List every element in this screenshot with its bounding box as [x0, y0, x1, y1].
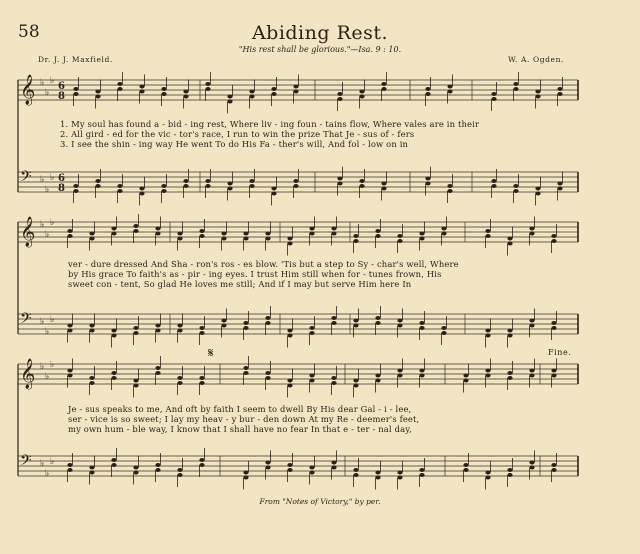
note-head	[155, 463, 160, 467]
note-head	[199, 463, 204, 467]
note-head	[535, 187, 540, 191]
note-head	[155, 324, 160, 328]
note-head	[73, 87, 78, 91]
note-head	[133, 224, 138, 228]
flat-sign: ♭	[50, 360, 55, 370]
note-head	[359, 90, 364, 94]
note-head	[529, 324, 534, 328]
note-head	[463, 463, 468, 467]
note-head	[529, 227, 534, 231]
note-head	[337, 177, 342, 181]
note-head	[463, 374, 468, 378]
note-head	[353, 234, 358, 238]
note-head	[133, 466, 138, 470]
note-head	[309, 374, 314, 378]
note-head	[529, 369, 534, 373]
note-head	[155, 371, 160, 375]
note-head	[133, 229, 138, 233]
note-head	[117, 184, 122, 188]
note-head	[243, 232, 248, 236]
note-head	[557, 182, 562, 186]
note-head	[485, 234, 490, 238]
note-head	[419, 374, 424, 378]
note-head	[287, 334, 292, 338]
note-head	[375, 229, 380, 233]
note-head	[419, 321, 424, 325]
note-head	[155, 366, 160, 370]
scripture-epigraph: "His rest shall be glorious."—Isa. 9 : 10.	[238, 45, 402, 54]
note-head	[177, 376, 182, 380]
flat-sign: ♭	[45, 185, 50, 195]
note-head	[221, 237, 226, 241]
note-head	[551, 369, 556, 373]
note-head	[111, 371, 116, 375]
note-head	[227, 182, 232, 186]
note-head	[271, 187, 276, 191]
note-head	[139, 192, 144, 196]
note-head	[353, 468, 358, 472]
note-head	[375, 476, 380, 480]
note-head	[529, 461, 534, 465]
note-head	[529, 232, 534, 236]
note-head	[95, 184, 100, 188]
note-head	[309, 232, 314, 236]
note-head	[551, 321, 556, 325]
note-head	[249, 90, 254, 94]
flat-sign: ♭	[45, 469, 50, 479]
note-head	[485, 471, 490, 475]
note-head	[227, 95, 232, 99]
note-head	[419, 468, 424, 472]
note-head	[265, 321, 270, 325]
note-head	[353, 473, 358, 477]
note-head	[183, 90, 188, 94]
note-head	[551, 326, 556, 330]
note-head	[205, 179, 210, 183]
lyric-line: by His grace To faith's as - pir - ing eyes. I trust Him still when for - tunes frown, His	[68, 269, 442, 279]
note-head	[265, 316, 270, 320]
note-head	[139, 85, 144, 89]
note-head	[89, 324, 94, 328]
note-head	[265, 232, 270, 236]
note-head	[271, 92, 276, 96]
note-head	[89, 466, 94, 470]
note-head	[331, 466, 336, 470]
note-head	[199, 326, 204, 330]
note-head	[183, 95, 188, 99]
note-head	[243, 371, 248, 375]
note-head	[507, 371, 512, 375]
note-head	[271, 192, 276, 196]
lyricist-credit: Dr. J. J. Maxfield.	[38, 55, 113, 64]
note-head	[529, 466, 534, 470]
note-head	[529, 374, 534, 378]
note-head	[353, 324, 358, 328]
time-signature-top: 6	[58, 173, 65, 184]
bass-clef: 𝄢	[20, 452, 32, 473]
note-head	[441, 232, 446, 236]
note-head	[111, 227, 116, 231]
note-head	[111, 329, 116, 333]
note-head	[491, 184, 496, 188]
note-head	[89, 471, 94, 475]
note-head	[309, 326, 314, 330]
note-head	[447, 85, 452, 89]
note-head	[359, 179, 364, 183]
note-head	[551, 463, 556, 467]
note-head	[375, 316, 380, 320]
note-head	[177, 468, 182, 472]
note-head	[353, 319, 358, 323]
note-head	[331, 232, 336, 236]
note-head	[397, 324, 402, 328]
note-head	[117, 82, 122, 86]
note-head	[529, 319, 534, 323]
note-head	[73, 92, 78, 96]
note-head	[381, 182, 386, 186]
note-head	[507, 242, 512, 246]
treble-clef: 𝄞	[20, 359, 36, 389]
bass-clef: 𝄢	[20, 310, 32, 331]
note-head	[287, 329, 292, 333]
note-head	[221, 232, 226, 236]
note-head	[117, 87, 122, 91]
note-head	[89, 329, 94, 333]
note-head	[155, 232, 160, 236]
note-head	[331, 321, 336, 325]
note-head	[397, 234, 402, 238]
note-head	[95, 90, 100, 94]
lyric-line: Je - sus speaks to me, And oft by faith I seem to dwell By His dear Gal - i - lee,	[68, 404, 412, 414]
note-head	[425, 177, 430, 181]
note-head	[441, 326, 446, 330]
note-head	[419, 237, 424, 241]
flat-sign: ♭	[40, 459, 45, 469]
note-head	[507, 376, 512, 380]
note-head	[485, 476, 490, 480]
note-head	[309, 331, 314, 335]
note-head	[221, 324, 226, 328]
note-head	[337, 182, 342, 186]
note-head	[287, 468, 292, 472]
note-head	[161, 87, 166, 91]
note-head	[331, 227, 336, 231]
segno-sign: 𝄋	[208, 346, 214, 361]
note-head	[507, 329, 512, 333]
note-head	[67, 229, 72, 233]
note-head	[287, 379, 292, 383]
note-head	[397, 476, 402, 480]
note-head	[133, 331, 138, 335]
note-head	[397, 239, 402, 243]
note-head	[375, 321, 380, 325]
note-head	[331, 316, 336, 320]
note-head	[89, 232, 94, 236]
note-head	[117, 189, 122, 193]
flat-sign: ♭	[45, 88, 50, 98]
note-head	[293, 85, 298, 89]
note-head	[485, 369, 490, 373]
note-head	[309, 471, 314, 475]
note-head	[67, 374, 72, 378]
note-head	[287, 237, 292, 241]
note-head	[381, 87, 386, 91]
note-head	[161, 189, 166, 193]
note-head	[309, 466, 314, 470]
time-signature-bottom: 8	[58, 183, 65, 194]
note-head	[183, 184, 188, 188]
note-head	[133, 379, 138, 383]
flat-sign: ♭	[45, 372, 50, 382]
note-head	[397, 471, 402, 475]
flat-sign: ♭	[50, 173, 55, 183]
note-head	[73, 184, 78, 188]
note-head	[67, 369, 72, 373]
flat-sign: ♭	[40, 220, 45, 230]
note-head	[139, 187, 144, 191]
note-head	[243, 366, 248, 370]
note-head	[375, 234, 380, 238]
note-head	[199, 234, 204, 238]
note-head	[111, 463, 116, 467]
note-head	[177, 232, 182, 236]
note-head	[249, 184, 254, 188]
note-head	[535, 95, 540, 99]
note-head	[463, 468, 468, 472]
note-head	[337, 97, 342, 101]
bass-clef: 𝄢	[20, 168, 32, 189]
note-head	[133, 471, 138, 475]
lyric-line: ser - vice is so sweet; I lay my heav - y bur - den down At my Re - deemer's feet,	[68, 414, 420, 424]
note-head	[161, 92, 166, 96]
note-head	[205, 87, 210, 91]
note-head	[535, 192, 540, 196]
note-head	[513, 184, 518, 188]
note-head	[227, 100, 232, 104]
note-head	[67, 463, 72, 467]
note-head	[419, 473, 424, 477]
flat-sign: ♭	[40, 362, 45, 372]
note-head	[287, 242, 292, 246]
note-head	[111, 458, 116, 462]
note-head	[133, 384, 138, 388]
note-head	[199, 381, 204, 385]
note-head	[89, 381, 94, 385]
note-head	[419, 369, 424, 373]
note-head	[397, 374, 402, 378]
note-head	[447, 184, 452, 188]
lyric-line: my own hum - ble way, I know that I shall have no fear In that e - ter - nal day,	[68, 424, 412, 434]
note-head	[359, 184, 364, 188]
note-head	[353, 239, 358, 243]
note-head	[551, 468, 556, 472]
note-head	[89, 376, 94, 380]
flat-sign: ♭	[40, 317, 45, 327]
note-head	[485, 334, 490, 338]
note-head	[243, 476, 248, 480]
note-head	[67, 468, 72, 472]
note-head	[353, 379, 358, 383]
flat-sign: ♭	[50, 218, 55, 228]
note-head	[425, 87, 430, 91]
note-head	[243, 321, 248, 325]
note-head	[513, 87, 518, 91]
note-head	[381, 82, 386, 86]
note-head	[155, 329, 160, 333]
note-head	[67, 329, 72, 333]
note-head	[441, 227, 446, 231]
treble-clef: 𝄞	[20, 217, 36, 247]
note-head	[243, 326, 248, 330]
note-head	[111, 232, 116, 236]
note-head	[331, 381, 336, 385]
flat-sign: ♭	[45, 230, 50, 240]
note-head	[375, 379, 380, 383]
note-head	[551, 234, 556, 238]
note-head	[507, 468, 512, 472]
flat-sign: ♭	[40, 78, 45, 88]
note-head	[491, 179, 496, 183]
lyric-line: 2. All gird - ed for the vic - tor's race, I run to win the prize That Je - sus of - fers	[60, 129, 415, 139]
note-head	[265, 237, 270, 241]
note-head	[447, 90, 452, 94]
note-head	[507, 334, 512, 338]
note-head	[177, 329, 182, 333]
lyric-line: ver - dure dressed And Sha - ron's ros - es blow. 'Tis but a step to Sy - char's well, Where	[68, 259, 459, 269]
note-head	[221, 319, 226, 323]
note-head	[205, 82, 210, 86]
note-head	[513, 82, 518, 86]
note-head	[265, 376, 270, 380]
note-head	[447, 189, 452, 193]
note-head	[557, 87, 562, 91]
note-head	[73, 189, 78, 193]
note-head	[331, 376, 336, 380]
page-number: 58	[18, 22, 40, 42]
time-signature-top: 6	[58, 81, 65, 92]
note-head	[155, 227, 160, 231]
note-head	[441, 331, 446, 335]
note-head	[199, 458, 204, 462]
note-head	[133, 326, 138, 330]
note-head	[111, 334, 116, 338]
composer-credit: W. A. Ogden.	[508, 55, 564, 64]
note-head	[199, 376, 204, 380]
note-head	[375, 374, 380, 378]
hymn-title: Abiding Rest.	[251, 22, 389, 44]
flat-sign: ♭	[45, 327, 50, 337]
note-head	[463, 379, 468, 383]
note-head	[507, 473, 512, 477]
note-head	[155, 468, 160, 472]
note-head	[183, 179, 188, 183]
note-head	[557, 187, 562, 191]
treble-clef: 𝄞	[20, 75, 36, 105]
note-head	[353, 384, 358, 388]
note-head	[199, 331, 204, 335]
flat-sign: ♭	[50, 315, 55, 325]
note-head	[67, 324, 72, 328]
note-head	[535, 90, 540, 94]
lyric-line: 3. I see the shin - ing way He went To do His Fa - ther's will, And fol - low on in	[60, 139, 409, 149]
note-head	[309, 227, 314, 231]
note-head	[95, 179, 100, 183]
note-head	[397, 369, 402, 373]
note-head	[491, 97, 496, 101]
note-head	[551, 374, 556, 378]
source-footer: From "Notes of Victory," by per.	[259, 497, 381, 506]
note-head	[293, 90, 298, 94]
note-head	[177, 237, 182, 241]
note-head	[271, 87, 276, 91]
note-head	[249, 179, 254, 183]
note-head	[485, 329, 490, 333]
note-head	[265, 461, 270, 465]
note-head	[265, 466, 270, 470]
note-head	[491, 92, 496, 96]
flat-sign: ♭	[50, 76, 55, 86]
note-head	[95, 95, 100, 99]
note-head	[287, 463, 292, 467]
note-head	[507, 237, 512, 241]
flat-sign: ♭	[50, 457, 55, 467]
note-head	[199, 229, 204, 233]
note-head	[485, 374, 490, 378]
note-head	[557, 92, 562, 96]
note-head	[243, 471, 248, 475]
note-head	[67, 234, 72, 238]
note-head	[265, 371, 270, 375]
note-head	[177, 324, 182, 328]
note-head	[177, 381, 182, 385]
note-head	[177, 473, 182, 477]
note-head	[397, 319, 402, 323]
note-head	[485, 229, 490, 233]
note-head	[293, 184, 298, 188]
flat-sign: ♭	[40, 175, 45, 185]
time-signature-bottom: 8	[58, 91, 65, 102]
note-head	[425, 182, 430, 186]
note-head	[249, 95, 254, 99]
note-head	[309, 379, 314, 383]
note-head	[513, 189, 518, 193]
note-head	[381, 187, 386, 191]
note-head	[205, 184, 210, 188]
note-head	[331, 461, 336, 465]
note-head	[111, 376, 116, 380]
note-head	[293, 179, 298, 183]
note-head	[375, 471, 380, 475]
note-head	[243, 237, 248, 241]
note-head	[139, 90, 144, 94]
note-head	[227, 187, 232, 191]
note-head	[161, 184, 166, 188]
note-head	[337, 92, 342, 96]
fine-marking: Fine.	[548, 348, 572, 357]
note-head	[425, 92, 430, 96]
note-head	[551, 239, 556, 243]
note-head	[419, 326, 424, 330]
lyric-line: 1. My soul has found a - bid - ing rest, Where liv - ing foun - tains flow, Where vales are in their	[60, 119, 480, 129]
note-head	[419, 232, 424, 236]
note-head	[89, 237, 94, 241]
lyric-line: sweet con - tent, So glad He loves me still; And if I may but serve Him here In	[68, 279, 412, 289]
note-head	[359, 95, 364, 99]
note-head	[287, 384, 292, 388]
